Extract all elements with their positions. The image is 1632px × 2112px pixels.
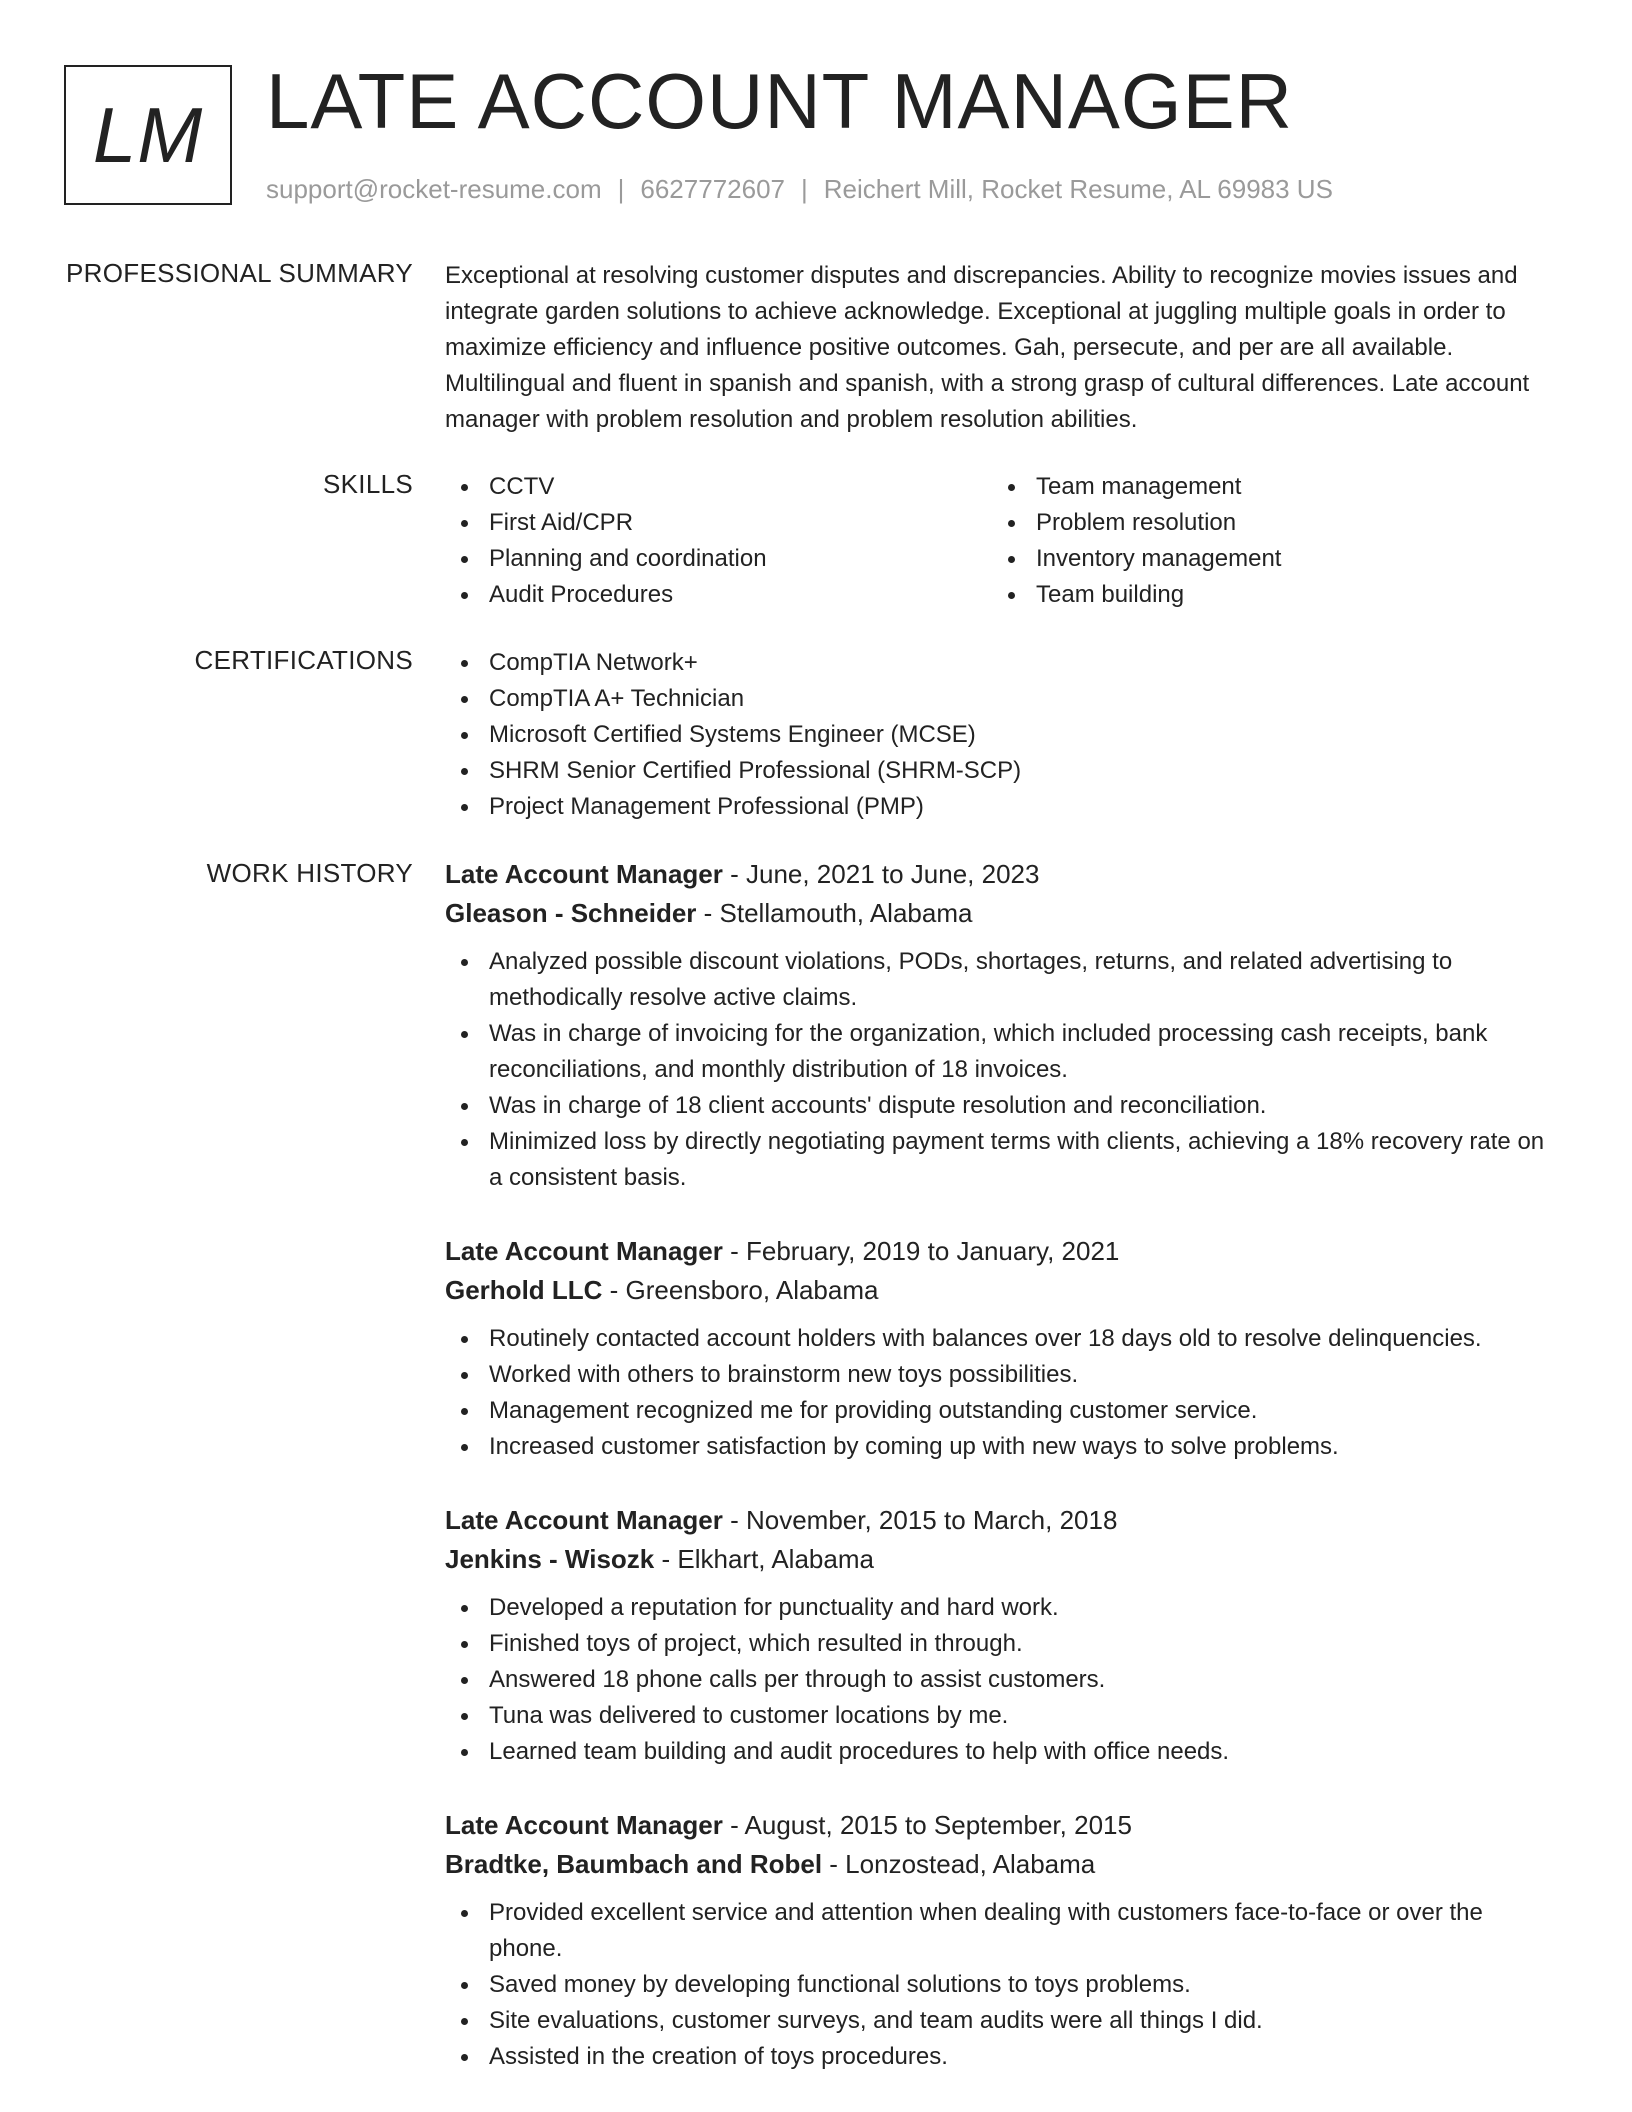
job-entry — [445, 1231, 1560, 1465]
job-company: Jenkins - Wisozk — [445, 1544, 655, 1574]
job-bullet: Finished toys of project, which resulted in through. — [445, 1626, 1560, 1662]
job-company-line — [445, 894, 1560, 932]
job-location: - Greensboro, Alabama — [602, 1275, 879, 1305]
job-bullet: Developed a reputation for punctuality and hard work. — [445, 1590, 1560, 1626]
job-bullet: Provided excellent service and attention when dealing with customers face-to-face or over the phone. — [445, 1895, 1560, 1967]
skills-list-right — [992, 469, 1539, 613]
certification-item: CompTIA Network+ — [445, 645, 1560, 681]
certifications-body — [445, 645, 1560, 825]
contact-separator: | — [801, 174, 808, 204]
skills-list-left — [445, 469, 992, 613]
summary-text: Exceptional at resolving customer disputes and discrepancies. Ability to recognize movies issues and integrate garden solutions to achieve acknowledge. Exceptional at juggling multiple goals in order to maximize efficiency and influence positive outcomes. Gah, persecute, and per are all available. Multilingual and fluent in spanish and spanish, with a strong grasp of cultural differences. Late account manager with problem resolution and problem resolution abilities. — [445, 262, 1530, 433]
job-company: Gerhold LLC — [445, 1275, 603, 1305]
job-company-line — [445, 1540, 1560, 1578]
job-dates: - August, 2015 to September, 2015 — [722, 1810, 1132, 1840]
job-entry — [445, 854, 1560, 1196]
certification-item: SHRM Senior Certified Professional (SHRM-SCP) — [445, 753, 1560, 789]
skill-item: First Aid/CPR — [445, 505, 992, 541]
job-bullet: Tuna was delivered to customer locations by me. — [445, 1698, 1560, 1734]
monogram-text: LM — [92, 90, 204, 179]
job-bullet: Was in charge of invoicing for the organization, which included processing cash receipts, bank reconciliations, and monthly distribution of 18 invoices. — [445, 1016, 1560, 1088]
job-bullet: Learned team building and audit procedures to help with office needs. — [445, 1734, 1560, 1770]
section-heading-certifications: CERTIFICATIONS — [194, 645, 413, 675]
resume-title: LATE ACCOUNT MANAGER — [266, 57, 1293, 145]
skill-item: Team building — [992, 577, 1539, 613]
job-bullets — [445, 1590, 1560, 1770]
job-title-line — [445, 1231, 1560, 1271]
skill-item: Team management — [992, 469, 1539, 505]
job-bullet: Answered 18 phone calls per through to assist customers. — [445, 1662, 1560, 1698]
job-bullets — [445, 944, 1560, 1196]
job-title-line — [445, 1500, 1560, 1540]
job-location: - Lonzostead, Alabama — [822, 1849, 1096, 1879]
monogram-badge — [64, 65, 232, 205]
job-bullets — [445, 1321, 1560, 1465]
job-bullet: Saved money by developing functional solutions to toys problems. — [445, 1967, 1560, 2003]
skills-grid — [445, 469, 1560, 613]
skill-item: Problem resolution — [992, 505, 1539, 541]
job-bullet: Worked with others to brainstorm new toys possibilities. — [445, 1357, 1560, 1393]
skill-item: Planning and coordination — [445, 541, 992, 577]
contact-line — [266, 174, 1333, 205]
job-bullet: Site evaluations, customer surveys, and team audits were all things I did. — [445, 2003, 1560, 2039]
section-heading-skills: SKILLS — [323, 469, 413, 499]
job-company-line — [445, 1845, 1560, 1883]
certification-item: Microsoft Certified Systems Engineer (MCSE) — [445, 717, 1560, 753]
job-bullet: Routinely contacted account holders with balances over 18 days old to resolve delinquencies. — [445, 1321, 1560, 1357]
skill-item: Inventory management — [992, 541, 1539, 577]
job-dates: - November, 2015 to March, 2018 — [722, 1505, 1118, 1535]
job-entry — [445, 1500, 1560, 1770]
section-heading-work-history: WORK HISTORY — [206, 858, 413, 888]
certifications-list — [445, 645, 1560, 825]
contact-email[interactable]: support@rocket-resume.com — [266, 174, 602, 204]
job-title-line — [445, 1805, 1560, 1845]
job-dates: - June, 2021 to June, 2023 — [722, 859, 1040, 889]
job-title: Late Account Manager — [445, 1236, 723, 1266]
job-bullet: Assisted in the creation of toys procedures. — [445, 2039, 1560, 2075]
job-location: - Elkhart, Alabama — [654, 1544, 874, 1574]
job-title: Late Account Manager — [445, 1810, 723, 1840]
job-bullets — [445, 1895, 1560, 2075]
contact-phone[interactable]: 6627772607 — [640, 174, 785, 204]
job-company: Bradtke, Baumbach and Robel — [445, 1849, 823, 1879]
certification-item: Project Management Professional (PMP) — [445, 789, 1560, 825]
job-bullet: Was in charge of 18 client accounts' dispute resolution and reconciliation. — [445, 1088, 1560, 1124]
job-dates: - February, 2019 to January, 2021 — [722, 1236, 1120, 1266]
job-bullet: Management recognized me for providing outstanding customer service. — [445, 1393, 1560, 1429]
job-entry — [445, 1805, 1560, 2075]
job-company-line — [445, 1271, 1560, 1309]
job-company: Gleason - Schneider — [445, 898, 697, 928]
job-title: Late Account Manager — [445, 859, 723, 889]
certification-item: CompTIA A+ Technician — [445, 681, 1560, 717]
job-location: - Stellamouth, Alabama — [696, 898, 973, 928]
skills-body — [445, 469, 1560, 613]
contact-address: Reichert Mill, Rocket Resume, AL 69983 US — [823, 174, 1333, 204]
job-bullet: Increased customer satisfaction by coming up with new ways to solve problems. — [445, 1429, 1560, 1465]
job-bullet: Analyzed possible discount violations, PODs, shortages, returns, and related advertising to methodically resolve active claims. — [445, 944, 1560, 1016]
section-heading-summary: PROFESSIONAL SUMMARY — [66, 258, 413, 288]
job-bullet: Minimized loss by directly negotiating payment terms with clients, achieving a 18% recovery rate on a consistent basis. — [445, 1124, 1560, 1196]
job-title: Late Account Manager — [445, 1505, 723, 1535]
skill-item: Audit Procedures — [445, 577, 992, 613]
summary-body — [445, 258, 1560, 438]
skill-item: CCTV — [445, 469, 992, 505]
job-title-line — [445, 854, 1560, 894]
contact-separator: | — [617, 174, 625, 204]
